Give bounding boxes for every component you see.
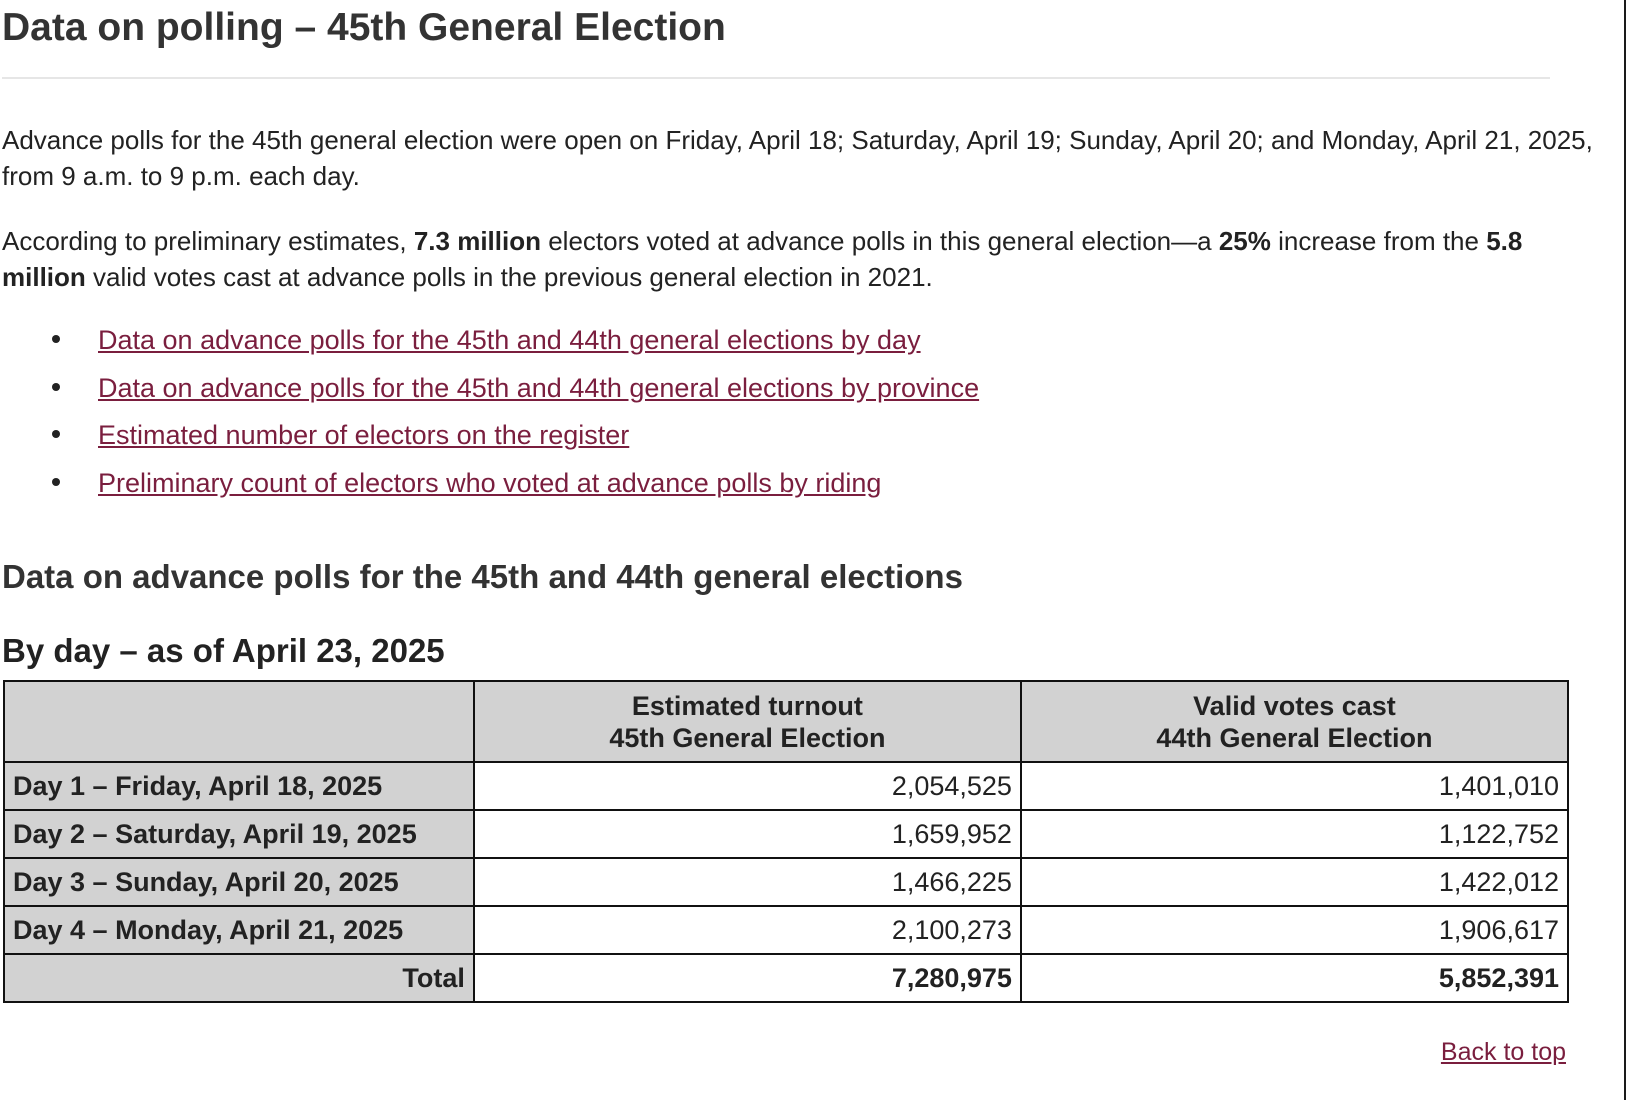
subsection-heading: By day – as of April 23, 2025 [2,632,445,669]
bullet-icon [52,335,60,343]
list-item [2,417,979,465]
estimate-bold-previous-count: 5.8 million [2,226,1523,292]
cell-turnout-45: 2,100,273 [474,906,1021,954]
estimate-text-4: valid votes cast at advance polls in the previous general election in 2021. [85,262,933,292]
total-valid-44: 5,852,391 [1021,954,1568,1002]
list-item [2,370,979,418]
table-row [4,906,1568,954]
header-valid-44 [1021,681,1568,762]
cell-valid-44: 1,906,617 [1021,906,1568,954]
advance-polls-table [3,680,1569,1003]
link-electors-on-register[interactable]: Estimated number of electors on the register [98,420,630,450]
header-valid-44-line1: Valid votes cast [1193,690,1396,721]
header-valid-44-line2: 44th General Election [1156,722,1433,753]
row-label: Day 4 – Monday, April 21, 2025 [4,906,474,954]
cell-valid-44: 1,401,010 [1021,762,1568,810]
header-turnout-45-line2: 45th General Election [609,722,886,753]
bullet-icon [52,430,60,438]
cell-turnout-45: 2,054,525 [474,762,1021,810]
links-list [2,322,979,512]
cell-valid-44: 1,422,012 [1021,858,1568,906]
link-advance-polls-by-province[interactable]: Data on advance polls for the 45th and 44th general elections by province [98,372,980,403]
estimate-bold-2021-count: 7.3 million [413,226,541,256]
table-row [4,858,1568,906]
title-divider [2,77,1550,79]
estimate-text-1: According to preliminary estimates, [2,226,414,256]
link-advance-polls-by-day[interactable]: Data on advance polls for the 45th and 44th general elections by day [98,325,921,355]
estimate-paragraph [2,223,1602,295]
total-turnout-45: 7,280,975 [474,954,1021,1002]
intro-paragraph: Advance polls for the 45th general election were open on Friday, April 18; Saturday, April 19; Sunday, April 20; and Monday, April 21, 2025, from 9 a.m. to 9 p.m. each day. [2,125,1593,191]
row-label: Day 2 – Saturday, April 19, 2025 [4,810,474,858]
section-heading: Data on advance polls for the 45th and 44th general elections [2,558,963,595]
row-label: Day 3 – Sunday, April 20, 2025 [4,858,474,906]
table-row [4,762,1568,810]
list-item [2,465,979,513]
estimate-text-3: increase from the [1270,226,1487,256]
list-item [2,322,979,370]
cell-valid-44: 1,122,752 [1021,810,1568,858]
bullet-icon [52,383,60,391]
table-header-row [4,681,1568,762]
header-empty-cell [4,681,474,762]
total-label: Total [4,954,474,1002]
header-turnout-45-line1: Estimated turnout [631,690,863,721]
bullet-icon [52,478,60,486]
page-title: Data on polling – 45th General Election [2,6,726,49]
header-turnout-45 [474,681,1021,762]
table-total-row [4,954,1568,1002]
link-preliminary-count-by-riding[interactable]: Preliminary count of electors who voted at advance polls by riding [98,467,882,498]
row-label: Day 1 – Friday, April 18, 2025 [4,762,474,810]
table-row [4,810,1568,858]
back-to-top-link[interactable]: Back to top [1440,1038,1566,1066]
estimate-bold-percent: 25% [1218,226,1271,256]
cell-turnout-45: 1,659,952 [474,810,1021,858]
estimate-text-2: electors voted at advance polls in this general election—a [540,226,1219,256]
cell-turnout-45: 1,466,225 [474,858,1021,906]
